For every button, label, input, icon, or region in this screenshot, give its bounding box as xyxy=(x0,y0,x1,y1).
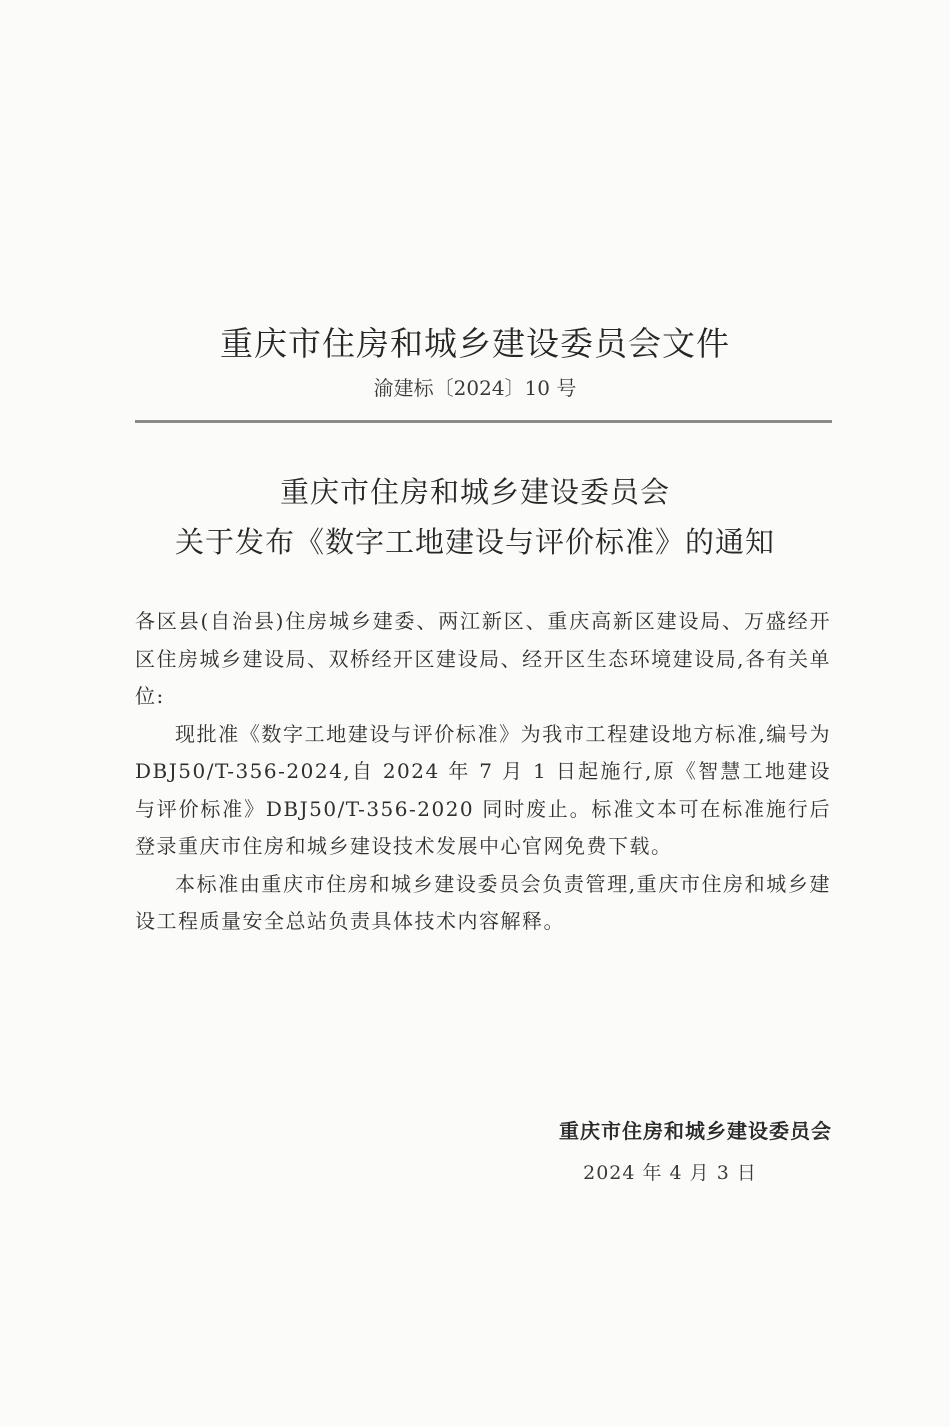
signature-date: 2024 年 4 月 3 日 xyxy=(583,1162,757,1184)
addressees: 各区县(自治县)住房城乡建委、两江新区、重庆高新区建设局、万盛经开区住房城乡建设局、双桥经开区建设局、经开区生态环境建设局,各有关单位: xyxy=(135,609,831,708)
notice-body xyxy=(135,603,831,941)
body-paragraph-2: 本标准由重庆市住房和城乡建设委员会负责管理,重庆市住房和城乡建设工程质量安全总站负责具体技术内容解释。 xyxy=(135,871,831,933)
document-header-title: 重庆市住房和城乡建设委员会文件 xyxy=(220,324,730,363)
body-paragraph-1: 现批准《数字工地建设与评价标准》为我市工程建设地方标准,编号为 DBJ50/T-356-2024,自 2024 年 7 月 1 日起施行,原《智慧工地建设与评价标准》DBJ50/T-356-2020 同时废止。标准文本可在标准施行后登录重庆市住房和城乡建设技术发展中心官网免费下载。 xyxy=(135,721,831,858)
notice-title-line-1: 重庆市住房和城乡建设委员会 xyxy=(279,475,670,509)
notice-title-line-2: 关于发布《数字工地建设与评价标准》的通知 xyxy=(174,525,775,559)
header-divider xyxy=(135,420,832,423)
signature-organization: 重庆市住房和城乡建设委员会 xyxy=(559,1119,832,1143)
document-number: 渝建标〔2024〕10 号 xyxy=(373,376,577,400)
